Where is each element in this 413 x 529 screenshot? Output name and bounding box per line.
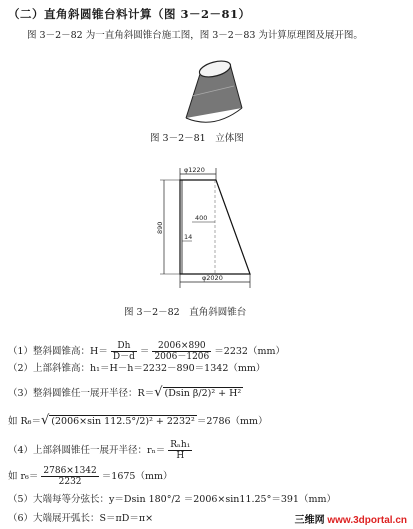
formula-3: （3）整斜圆锥任一展开半径：R＝√ (Dsin β/2)² + H² — [8, 385, 242, 400]
figure1-caption: 图 3－2－81 立体图 — [150, 133, 244, 144]
dim-small: 14 — [184, 233, 193, 241]
formula-4: 如 R₆＝√ (2006×sin 112.5°/2)² + 2232² ＝2786（mm） — [8, 413, 268, 428]
formula-6: 如 r₆＝ $\frac{2786\times 1342}{2232}$ ＝1675（mm） — [8, 466, 173, 487]
formula-1: （1）整斜圆锥高：H＝ $\frac{Dh}{D-d}$ ＝ $\frac{2006\times 890}{2006-1206}$ ＝2232（mm） — [8, 341, 285, 362]
dim-top: φ1220 — [184, 166, 205, 174]
dim-bottom: φ2020 — [202, 274, 223, 282]
watermark: 三维网 www.3dportal.cn — [294, 515, 407, 526]
frustum-drawing — [140, 162, 270, 297]
dim-inner: 400 — [195, 214, 208, 222]
formula-5: （4）上部斜圆锥任一展开半径：rₙ＝ $\frac{\text{Rₙh₁}}{H}$ — [8, 440, 191, 461]
dim-height: 890 — [156, 221, 164, 234]
figure2-caption: 图 3－2－82 直角斜圆锥台 — [124, 307, 247, 318]
formula-7: （5）大端每等分弦长：y＝Dsin 180°/2 ＝2006×sin11.25°＝391（mm） — [8, 494, 336, 505]
formula-2: （2）上部斜锥高：h₁＝H－h＝2232－890＝1342（mm） — [8, 363, 266, 374]
formula-8: （6）大端展开弧长：S＝πD＝π× — [8, 513, 154, 524]
page-title: （二）直角斜圆锥台料计算（图 3－2－81） — [8, 7, 251, 21]
intro-paragraph: 图 3－2－82 为一直角斜圆锥台施工图，图 3－2－83 为计算原理图及展开图。 — [27, 30, 363, 41]
frustum-3d-figure — [170, 56, 250, 128]
